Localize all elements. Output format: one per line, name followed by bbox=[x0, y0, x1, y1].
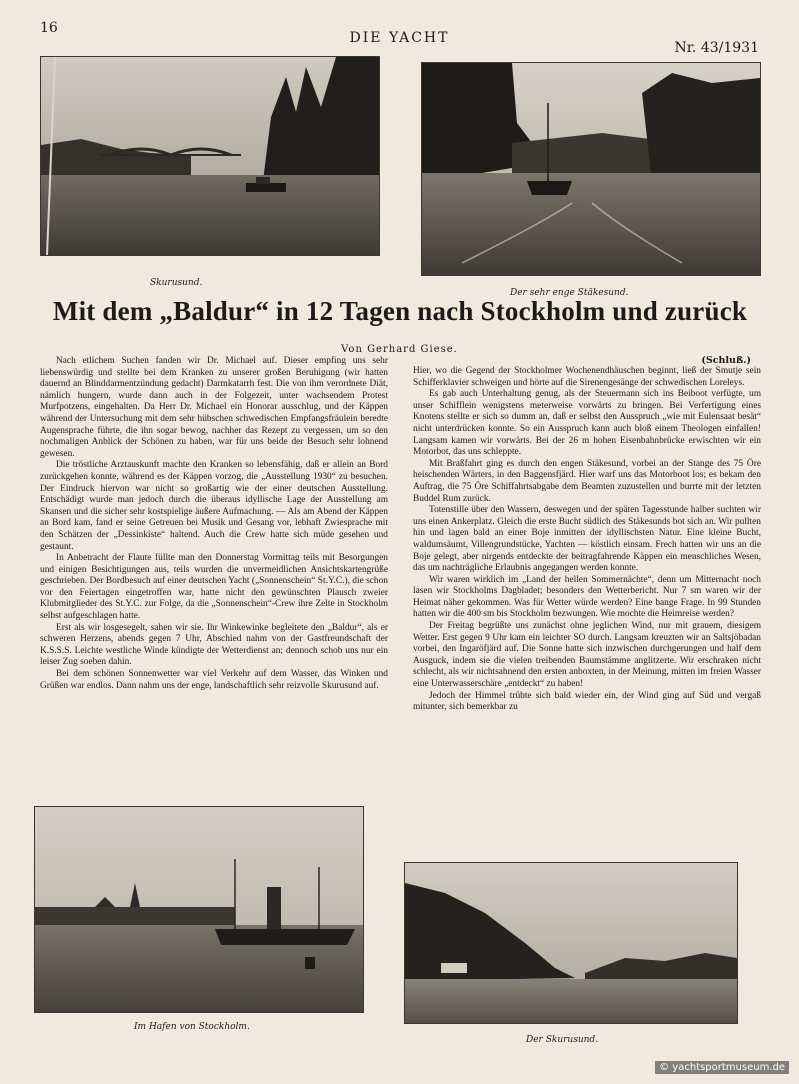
paragraph: Nach etlichem Suchen fanden wir Dr. Michael auf. Dieser empfing uns sehr liebenswürdig und stellte bei dem Kranken zu unserer großen Beruhigung (wir hatten dauernd an Blinddarmentzündung gedacht) Darmkatarrh fest. Die von ihm verordnete Diät, nämlich hungern, wurde dann auch in der Folgezeit, unter wachsendem Protest Murfpotzens, eingehalten. Da Herr Dr. Michael ein Honorar ausschlug, und der Käppen während der Untersuchung mit dem sehr hübschen schwedischen Empfangsfräulein beredte Augensprache führte, die ihn sogar bewog, nachher das Rezept zu vergessen, um so den nochmaligen Anblick der Schönen zu haben, war für uns beide der Besuch sehr lohnend gewesen. bbox=[40, 356, 388, 459]
article-right-column bbox=[413, 366, 761, 854]
caption-skurusund: Skurusund. bbox=[150, 278, 203, 288]
paragraph: Die tröstliche Arztauskunft machte den Kranken so lebensfähig, daß er allein an Bord zurückgehen konnte, während es der Käppen vorzog, die „Ausstellung 1930“ zu besuchen. Der Eindruck hiervon war nicht so großartig wie der einer deutschen Ausstellung. Entschädigt wurde man jedoch durch die überaus idyllische Lage der Ausstellung am Skansen und die sicher sehr kostspielige äußere Aufmachung. — Als am Abend der Käppen an Bord kam, fand er seine Getreuen bei Musik und Gesang vor, lebhaft Zwiesprache mit den Schätzen der „Dessinkiste“ haltend. Auch die Crew hatte sich müde gesehen und gestaunt. bbox=[40, 460, 388, 552]
paragraph: Totenstille über den Wassern, deswegen und der späten Tagesstunde halber suchten wir uns einen Ankerplatz. Gleich die erste Bucht südlich des Stäkesunds bot sich an. Wir pullten hin und lagen bald an einer Boje inmitten der idyllischsten Natur. Eine kleine Bucht, waldumsäumt, Villengrundstücke, Yachten — köstlich einsam. Frech hatten wir uns an die Boje gelegt, aber nirgends entdeckte der beitragfahrende Käppen ein menschliches Wesen, das um nachträgliche Erlaubnis angegangen werden konnte. bbox=[413, 505, 761, 574]
caption-skurusund-2: Der Skurusund. bbox=[526, 1035, 599, 1045]
paragraph: Mit Braßfahrt ging es durch den engen Stäkesund, vorbei an der Stange des 75 Öre heischenden Wärters, in den Baggensfjärd. Hier warf uns das Motorboot los; es bekam den Auftrag, die 75 Öre Schiffahrtsabgabe dem Beamten zuzustellen und burrte mit der letzten Buddel Rum zurück. bbox=[413, 458, 761, 504]
article-title: Mit dem „Baldur“ in 12 Tagen nach Stockholm und zurück bbox=[52, 296, 748, 326]
caption-staekesund: Der sehr enge Stäkesund. bbox=[510, 288, 629, 298]
paragraph: Bei dem schönen Sonnenwetter war viel Verkehr auf dem Wasser, das Winken und Grüßen war endlos. Dann nahm uns der enge, landschaftlich sehr reizvolle Skurusund auf. bbox=[40, 669, 388, 691]
issue-number: Nr. 43/1931 bbox=[674, 40, 759, 56]
paragraph: Es gab auch Unterhaltung genug, als der Steuermann sich ins Beiboot verfügte, um unser Schifflein wenigstens meterweise vorwärts zu bringen. Bei Verfertigung eines Knotens stellte er sich so dumm an, daß er selbst den Ausspruch „wie mit Eulensaat besät“ nicht unterdrücken konnte. So ein Ausspruch kann auch bloß einem Theologen einfallen! Langsam kamen wir vorwärts. Bei der 26 m hohen Eisenbahnbrücke erwischten wir ein Motorbot, das uns schleppte. bbox=[413, 389, 761, 458]
photo-skurusund-bridge-image bbox=[41, 57, 379, 255]
paragraph: In Anbetracht der Flaute füllte man den Donnerstag Vormittag teils mit Besorgungen und einigen Besichtigungen aus, teils wurden die unvermeidlichen Ansichtskartengrüße geschrieben. Der Bordbesuch auf einer deutschen Yacht („Sonnenschein“ St.Y.C.), die schon vor den Feiertagen eingetroffen war, hatte nicht den gewünschten Plausch zweier Klubmitglieder des St.Y.C. zur Folge, da die „Sonnenschein“-Crew ihre Zelte in Stockholm selbst aufgeschlagen hatte. bbox=[40, 553, 388, 622]
photo-stockholm-harbor bbox=[34, 806, 364, 1013]
magazine-title: DIE YACHT bbox=[349, 30, 450, 46]
article-byline: Von Gerhard Giese. bbox=[341, 344, 458, 355]
paragraph: Erst als wir losgesegelt, sahen wir sie. Ihr Winkewinke begleitete den „Baldur“, als er schweren Herzens, abends gegen 7 Uhr, Abschied nahm von der Gastfreundschaft der K.S.S.S. Leichte westliche Winde kündigte der Wetterdienst an; dennoch schob uns nur ein leiser Zug soeben dahin. bbox=[40, 622, 388, 668]
photo-stockholm-harbor-image bbox=[35, 807, 363, 1012]
caption-stockholm-harbor: Im Hafen von Stockholm. bbox=[134, 1022, 250, 1032]
paragraph: Hier, wo die Gegend der Stockholmer Wochenendhäuschen beginnt, ließ der Smutje sein Schifferklavier schweigen und hörte auf die Sirenengesänge der schwedischen Loreleys. bbox=[413, 366, 761, 388]
paragraph: Wir waren wirklich im „Land der hellen Sommernächte“, denn um Mitternacht noch lasen wir Stockholms Dagbladet; besonders den Wetterbericht. Nur 7 sm waren wir der Heimat näher gekommen. Was für Wetter würde werden? Eine bange Frage. In 99 Stunden hatten wir die 400 sm bis Stockholm bezwungen. Wie mochte die Heimreise werden? bbox=[413, 574, 761, 620]
photo-staekesund bbox=[421, 62, 761, 276]
paragraph: Der Freitag begrüßte uns zunächst ohne jeglichen Wind, nur mit grauem, diesigem Wetter. Erst gegen 9 Uhr kam ein leichter SO durch. Langsam kreuzten wir an Saltsjöbadan vorbei, den Ingaröfjärd auf. Die Sonne hatte sich inzwischen durchgerungen und half dem Ausguck, indem sie die vielen treibenden Baumstämme anglitzerte. Wir erschraken nicht schlecht, als wir nichtsahnend den ersten anboxten, in der Meinung, mitten im freien Wasser eine Unterwasserschäre „entdeckt“ zu haben! bbox=[413, 621, 761, 690]
photo-skurusund-bridge bbox=[40, 56, 380, 256]
copyright-watermark: © yachtsportmuseum.de bbox=[655, 1061, 789, 1074]
photo-skurusund-2-image bbox=[405, 863, 737, 1023]
photo-skurusund-2 bbox=[404, 862, 738, 1024]
article-left-column bbox=[40, 356, 388, 798]
page-number: 16 bbox=[40, 20, 58, 36]
photo-staekesund-image bbox=[422, 63, 760, 275]
continuation-note: (Schluß.) bbox=[701, 355, 751, 366]
paragraph: Jedoch der Himmel trübte sich bald wieder ein, der Wind ging auf Süd und vergaß mitunter, sich bemerkbar zu bbox=[413, 690, 761, 713]
